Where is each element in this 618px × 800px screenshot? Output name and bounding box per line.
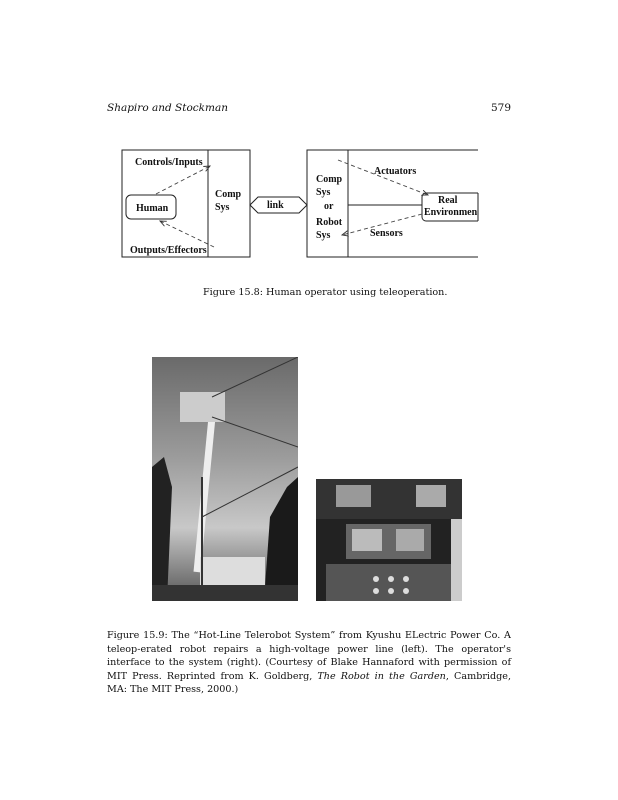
book-title: The Robot in the Garden bbox=[317, 670, 446, 682]
label-sys-3: Sys bbox=[316, 230, 331, 241]
operator-interface-photo bbox=[316, 479, 462, 601]
label-outputs-effectors: Outputs/Effectors bbox=[130, 245, 207, 256]
label-comp-2: Comp bbox=[316, 174, 343, 185]
label-sys: Sys bbox=[215, 202, 230, 213]
label-robot: Robot bbox=[316, 217, 343, 228]
label-or: or bbox=[324, 201, 334, 212]
label-link: link bbox=[267, 200, 284, 211]
label-environment: Environmen bbox=[424, 207, 478, 218]
label-real: Real bbox=[438, 195, 458, 206]
label-sensors: Sensors bbox=[370, 228, 403, 239]
label-sys-2: Sys bbox=[316, 187, 331, 198]
telerobot-photo bbox=[152, 357, 298, 601]
running-header: Shapiro and Stockman bbox=[107, 102, 229, 114]
page-number: 579 bbox=[490, 102, 511, 114]
label-human: Human bbox=[136, 203, 169, 214]
caption-text: Figure 15.9: The “Hot-Line Telerobot System” from Kyushu ELectric Power Co. A teleop-erated robot repairs a high-voltage power line (left). The operator's interface to the system (right). (Courtesy of Blake Hannaford with permission of MIT Press. Reprinted from K. Goldberg, bbox=[107, 630, 511, 682]
label-controls-inputs: Controls/Inputs bbox=[135, 157, 203, 168]
label-actuators: Actuators bbox=[374, 166, 417, 177]
label-comp: Comp bbox=[215, 189, 242, 200]
figure-15-8-caption: Figure 15.8: Human operator using teleoperation. bbox=[203, 287, 448, 298]
caption-text-end: , Cambridge, MA: The MIT Press, 2000.) bbox=[107, 670, 511, 696]
figure-15-9-caption bbox=[107, 629, 511, 697]
teleoperation-diagram bbox=[0, 0, 618, 300]
